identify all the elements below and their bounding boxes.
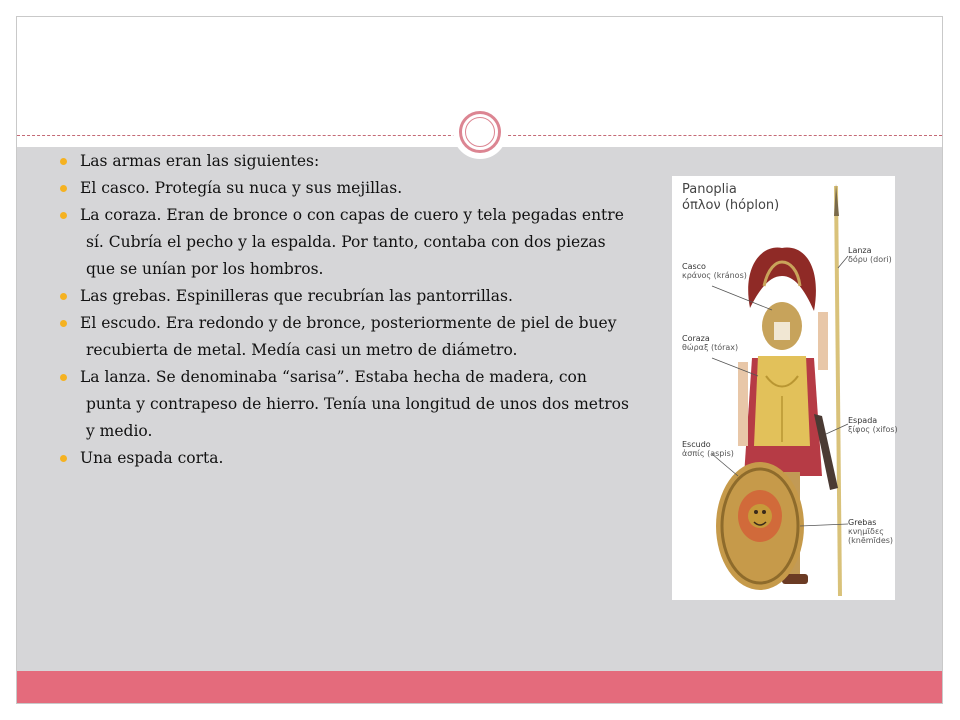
label-casco [682, 262, 747, 280]
bullet-text-continued: punta y contrapeso de hierro. Tenía una longitud de unos dos metros [86, 395, 629, 413]
label-espada [848, 416, 898, 434]
bullet-text: Una espada corta. [80, 449, 224, 467]
bullet-text-continued: que se unían por los hombros. [86, 260, 324, 278]
bullet-text: Las grebas. Espinilleras que recubrían las pantorrillas. [80, 287, 513, 305]
bullet-text: El casco. Protegía su nuca y sus mejillas. [80, 179, 403, 197]
bullet-item [60, 364, 680, 445]
bullet-dot-icon [60, 455, 67, 462]
label-grebas [848, 518, 893, 545]
label-coraza-greek: θώραξ (tórax) [682, 343, 739, 352]
bullet-item [60, 310, 680, 364]
bullet-text-continued: y medio. [86, 422, 153, 440]
label-espada-name: Espada [848, 416, 878, 425]
label-escudo [682, 440, 734, 458]
bullet-item [60, 202, 680, 283]
figure-title-line1: Panoplia [682, 182, 737, 197]
label-lanza [848, 246, 892, 264]
label-grebas-name: Grebas [848, 518, 877, 527]
label-lanza-greek: δόρυ (dori) [848, 255, 892, 264]
label-casco-greek: κράνος (kránоs) [682, 271, 747, 280]
label-escudo-name: Escudo [682, 440, 711, 449]
label-escudo-greek: ἀσπίς (aspis) [682, 449, 734, 458]
bullet-dot-icon [60, 320, 67, 327]
label-grebas-greek2: (knēmīdes) [848, 536, 894, 545]
figure-title [682, 182, 779, 214]
label-coraza [682, 334, 738, 352]
bullet-list [60, 148, 680, 472]
bullet-text: La coraza. Eran de bronce o con capas de cuero y tela pegadas entre [80, 206, 624, 224]
bullet-item [60, 283, 680, 310]
bullet-text: El escudo. Era redondo y de bronce, posteriormente de piel de buey [80, 314, 617, 332]
bullet-item [60, 175, 680, 202]
label-lanza-name: Lanza [848, 246, 872, 255]
bullet-dot-icon [60, 212, 67, 219]
bullet-text: Las armas eran las siguientes: [80, 152, 320, 170]
bullet-dot-icon [60, 158, 67, 165]
label-coraza-name: Coraza [682, 334, 710, 343]
bullet-text-continued: sí. Cubría el pecho y la espalda. Por tanto, contaba con dos piezas [86, 233, 606, 251]
bullet-dot-icon [60, 293, 67, 300]
label-casco-name: Casco [682, 262, 706, 271]
figure-title-line2: όπλον (hóplon) [682, 198, 780, 213]
slide-footer-bar [17, 671, 942, 703]
bullet-item [60, 148, 680, 175]
hoplite-panoply-figure [672, 176, 898, 600]
bullet-dot-icon [60, 185, 67, 192]
bullet-dot-icon [60, 374, 67, 381]
bullet-item [60, 445, 680, 472]
bullet-text-continued: recubierta de metal. Medía casi un metro de diámetro. [86, 341, 518, 359]
label-grebas-greek: κνημῖδες [848, 527, 884, 536]
bullet-text: La lanza. Se denominaba “sarisa”. Estaba hecha de madera, con [80, 368, 587, 386]
label-espada-greek: ξίφος (xifos) [848, 425, 898, 434]
